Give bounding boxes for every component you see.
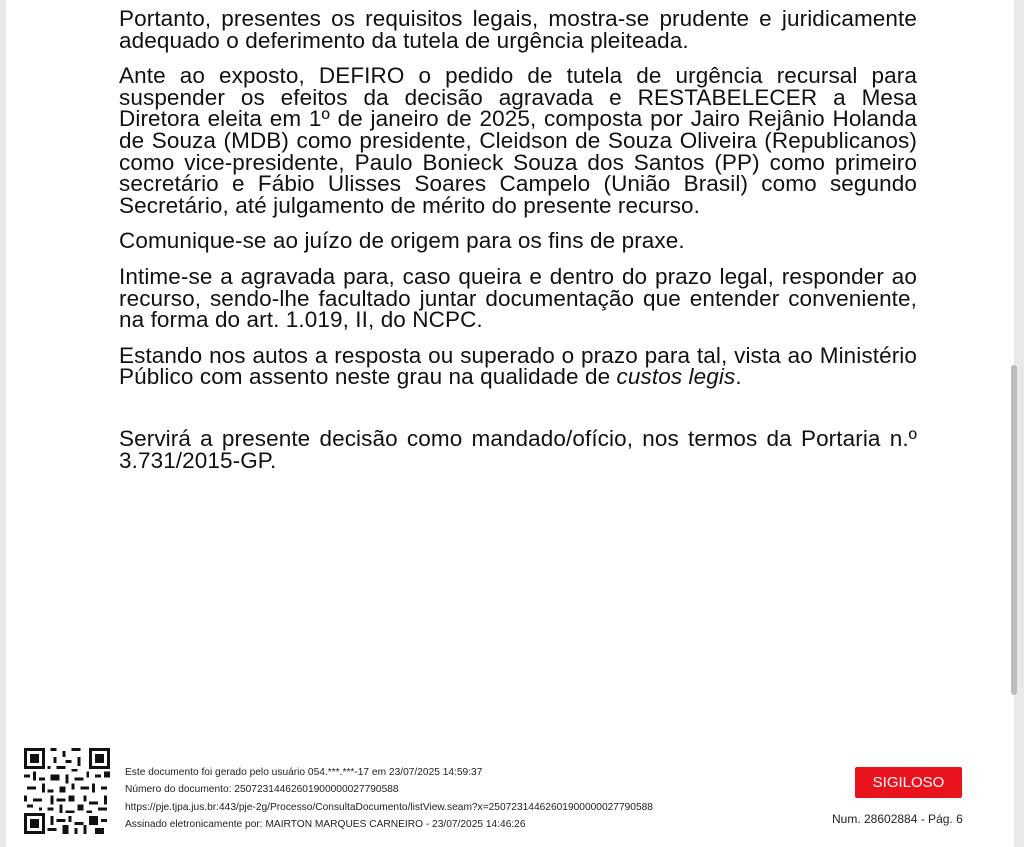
document-url-line[interactable]: https://pje.tjpa.jus.br:443/pje-2g/Processo/ConsultaDocumento/listView.seam?x=25072314462601900000027790588 bbox=[125, 801, 653, 813]
document-number-line: Número do documento: 25072314462601900000027790588 bbox=[125, 784, 399, 796]
paragraph-mandado: Servirá a presente decisão como mandado/ofício, nos termos da Portaria n.º 3.731/2015-GP. bbox=[119, 425, 917, 473]
paragraph-requisitos: Portanto, presentes os requisitos legais, mostra-se prudente e juridicamente adequado o deferimento da tutela de urgência pleiteada. bbox=[119, 6, 917, 53]
generated-by-line: Este documento foi gerado pelo usuário 054.***.***-17 em 23/07/2025 14:59:37 bbox=[125, 767, 483, 778]
confidential-badge: SIGILOSO bbox=[855, 767, 962, 798]
qr-code-icon bbox=[24, 748, 110, 834]
paragraph-mp-suffix: . bbox=[735, 364, 742, 390]
signature-info bbox=[125, 764, 653, 834]
document-footer bbox=[6, 740, 1014, 840]
scrollbar-thumb[interactable] bbox=[1011, 365, 1017, 695]
decision-body bbox=[119, 8, 917, 485]
paragraph-intimacao: Intime-se a agravada para, caso queira e dentro do prazo legal, responder ao recurso, sendo-lhe facultado juntar documentação que entender conveniente, na forma do art. 1.019, II, do NCPC. bbox=[119, 263, 917, 333]
paragraph-comunicacao: Comunique-se ao juízo de origem para os fins de praxe. bbox=[119, 228, 685, 254]
paragraph-ministerio-publico bbox=[119, 342, 917, 390]
paragraph-mp-text: Estando nos autos a resposta ou superado o prazo para tal, vista ao Ministério Público com assento neste grau na qualidade de bbox=[119, 342, 917, 390]
custos-legis-term: custos legis bbox=[616, 364, 736, 390]
document-page bbox=[6, 0, 1014, 847]
signed-by-line: Assinado eletronicamente por: MAIRTON MARQUES CARNEIRO - 23/07/2025 14:46:26 bbox=[125, 819, 526, 831]
paragraph-dispositivo: Ante ao exposto, DEFIRO o pedido de tutela de urgência recursal para suspender os efeitos da decisão agravada e RESTABELECER a Mesa Diretora eleita em 1º de janeiro de 2025, composta por Jairo Rejânio Holanda de Souza (MDB) como presidente, Cleidson de Souza Oliveira (Republicanos) como vice-presidente, Paulo Bonieck Souza dos Santos (PP) como primeiro secretário e Fábio Ulisses Soares Campelo (União Brasil) como segundo Secretário, até julgamento de mérito do presente recurso. bbox=[119, 63, 917, 218]
page-number: Num. 28602884 - Pág. 6 bbox=[832, 812, 963, 826]
